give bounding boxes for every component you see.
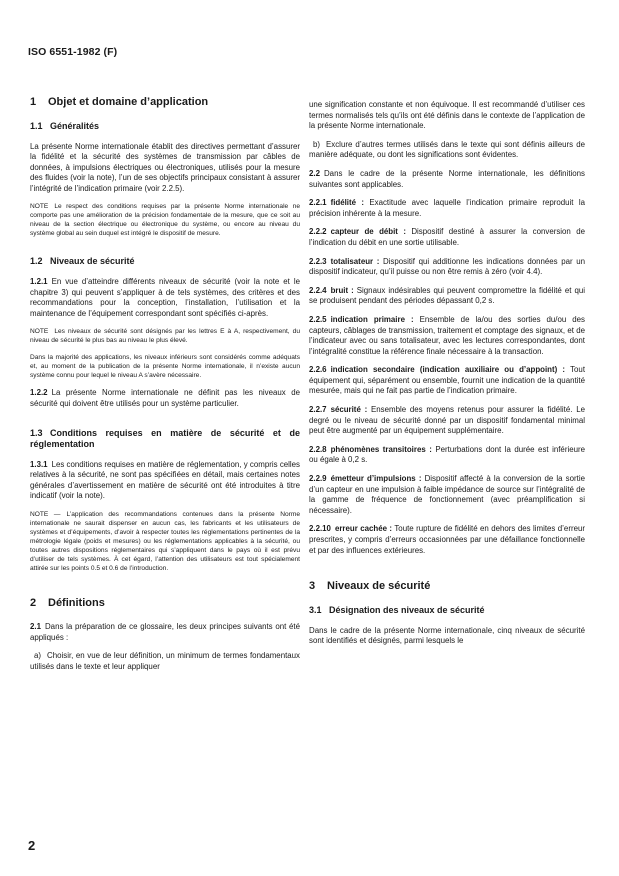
definition-number: 2.2.1 <box>309 198 327 208</box>
note-label: NOTE <box>30 203 49 211</box>
paragraph: La présente Norme internationale établit des directives permettant d’assurer la fidélité et la sécurité des systèmes de transmission par câbles de données, à impulsions électriques ou électroniques, utilisés pour la mesure des fluides (voir la note), l’un de ses objectifs principaux consistant à assurer l’intégrité de l’indication primaire (voir 2.2.5). <box>30 141 300 193</box>
definition <box>309 198 585 219</box>
section-title: Objet et domaine d’application <box>48 96 209 108</box>
definition-term: capteur de débit : <box>330 227 406 237</box>
section-3-1-heading <box>309 605 585 617</box>
right-column <box>309 100 585 655</box>
note-label: NOTE <box>30 328 49 336</box>
note-text: Les niveaux de sécurité sont désignés par les lettres E à A, respectivement, du niveau de sécurité le plus bas au niveau le plus élevé. <box>30 328 300 345</box>
section-number: 1.1 <box>30 121 43 131</box>
list-key: b) <box>313 139 321 149</box>
definition <box>309 445 585 466</box>
section-title: Généralités <box>50 121 100 131</box>
section-1-1-heading <box>30 121 300 133</box>
section-1-2-heading <box>30 256 300 268</box>
paragraph: Dans le cadre de la présente Norme internationale, cinq niveaux de sécurité sont identifiés et désignés, parmi lesquels le <box>309 625 585 646</box>
definition-number: 2.2.8 <box>309 444 327 454</box>
section-3-heading <box>309 580 585 593</box>
clause-text: Dans le cadre de la présente Norme internationale, les définitions suivantes sont applicables. <box>309 168 585 189</box>
section-title: Niveaux de sécurité <box>327 580 431 593</box>
definition-term: phénomènes transitoires : <box>330 444 432 454</box>
section-number: 2 <box>30 596 37 609</box>
clause-number: 2.2 <box>309 168 320 178</box>
section-1-heading <box>30 96 300 109</box>
list-text: Exclure d’autres termes utilisés dans le texte qui sont définis ailleurs de manière adéquate, ou dont les significations sont évidentes. <box>309 139 585 160</box>
list-item <box>30 651 300 672</box>
definition <box>309 315 585 357</box>
definition-term: émetteur d’impulsions : <box>330 474 422 484</box>
definition-text: Perturbations dont la durée est inférieure ou égale à 0,2 s. <box>309 444 585 465</box>
definition-number: 2.2.7 <box>309 405 327 415</box>
definition-text: Dispositif destiné à assurer la conversion de l’indication du débit en une sortie utilisable. <box>309 227 585 247</box>
paragraph <box>30 388 300 409</box>
definition-number: 2.2.9 <box>309 474 327 484</box>
definition-text: Ensemble de la/ou des sorties du/ou des capteurs, câblages de transmission, traitement et comptage des signaux, et de l’indicateur avec ou sans totalisateur, avec les lectures correspondantes, dont l’intégralité constitue la référence finale nécessaire à la transaction. <box>309 314 585 356</box>
section-number: 3 <box>309 580 316 593</box>
clause-text: Les conditions requises en matière de réglementation, y compris celles relatives à la sécurité, ne sont pas spécifiées en détail, mais certaines notes générales d’avertissement en matière de sécurité ont été introduites à titre indicatif (voir la note). <box>30 459 300 501</box>
paragraph <box>30 277 300 319</box>
clause-number: 2.1 <box>30 621 41 631</box>
definition-text: Ensemble des moyens retenus pour assurer la fidélité. Le degré ou le niveau de sécurité donné par un dispositif fondamental minimal peut être augmenté par un équipement supplémentaire. <box>309 405 585 436</box>
note-text: Le respect des conditions requises par la présente Norme internationale ne comporte pas une amélioration de la précision fondamentale de la mesure, que ce soit au niveau de la section électrique ou électronique du système, ou encore au niveau du système global au sein duquel est intégré le dispositif de mesure. <box>30 203 300 238</box>
definition-term: bruit : <box>330 285 354 295</box>
section-title: Conditions requises en matière de sécurité et de réglementation <box>30 427 300 450</box>
definition-number: 2.2.10 <box>309 524 331 534</box>
note <box>30 202 300 238</box>
paragraph <box>30 622 300 643</box>
section-number: 1 <box>30 96 37 108</box>
definition-text: Dispositif affecté à la conversion de la sortie d’un capteur en une impulsion à faible impédance de source sur l’intégralité de la gamme de fréquence de fonctionnement (avec préamplification si nécessaire). <box>309 474 585 515</box>
definition-text: Tout équipement qui, séparément ou ensemble, fournit une indication de la quantité mesurée, mais qui ne fait pas partie de l’indication primaire. <box>309 365 586 396</box>
definition-term: fidélité : <box>330 198 364 208</box>
section-1-3-heading <box>30 428 300 451</box>
note <box>30 327 300 345</box>
note-continued: Dans la majorité des applications, les niveaux inférieurs sont considérés comme adéquats et, au moment de la publication de la présente Norme internationale, il n’existe aucun système connu pour lequel le niveau A s’avère nécessaire. <box>30 354 300 380</box>
paragraph-continued: une signification constante et non équivoque. Il est recommandé d’utiliser ces termes normalisés tels qu’ils ont été définis dans le contexte de l’application de la présente Norme internationale. <box>309 100 585 131</box>
list-text: Choisir, en vue de leur définition, un minimum de termes fondamentaux utilisés dans le texte et leur appliquer <box>30 651 300 671</box>
definition <box>309 524 585 556</box>
list-key: a) <box>34 651 42 661</box>
definition-term: erreur cachée : <box>334 524 393 534</box>
definition <box>309 286 585 307</box>
definition-text: Dispositif qui additionne les indications données par un dispositif indicateur, qu’il puisse ou non être remis à zéro (voir 4.4). <box>309 256 585 277</box>
definition <box>309 405 585 437</box>
clause-text: En vue d’atteindre différents niveaux de sécurité (voir la note et le chapitre 3) qui peuvent s’appliquer à de tels systèmes, des critères et des recommandations pour la conception, l’installation, l’utilisation et la maintenance de l’équipement correspondant sont spécifiés ci-après. <box>30 276 300 318</box>
definition-term: indication secondaire (indication auxiliaire ou d’appoint) : <box>330 365 566 375</box>
clause-text: La présente Norme internationale ne définit pas les niveaux de sécurité qui doivent être utilisés pour un système particulier. <box>30 388 300 408</box>
note <box>30 510 300 573</box>
definition <box>309 227 585 248</box>
definition-text: Toute rupture de fidélité en dehors des limites d’erreur prescrites, y compris d’erreurs occasionnées par une défaillance fonctionnelle et par des influences extérieures. <box>309 524 585 555</box>
page-number: 2 <box>28 838 36 853</box>
definition-number: 2.2.5 <box>309 314 327 324</box>
definition-number: 2.2.6 <box>309 365 327 375</box>
definition-term: totalisateur : <box>330 256 380 266</box>
definition <box>309 257 585 278</box>
definition-text: Exactitude avec laquelle l’indication primaire reproduit la précision inhérente à la mesure. <box>309 198 585 218</box>
definition-text: Signaux indésirables qui peuvent compromettre la fidélité et qui se produisent pendant des périodes dépassant 0,2 s. <box>309 285 585 306</box>
definition-term: sécurité : <box>330 405 368 415</box>
clause-number: 1.3.1 <box>30 459 48 469</box>
definition-term: indication primaire : <box>330 314 414 324</box>
definition-number: 2.2.4 <box>309 285 327 295</box>
section-2-heading <box>30 597 300 610</box>
document-header: ISO 6551-1982 (F) <box>28 46 118 58</box>
clause-number: 1.2.1 <box>30 276 48 286</box>
clause-number: 1.2.2 <box>30 388 48 398</box>
definition <box>309 365 585 397</box>
section-number: 3.1 <box>309 605 322 616</box>
paragraph <box>309 169 585 190</box>
definition <box>309 474 585 516</box>
section-number: 1.2 <box>30 256 43 267</box>
list-item <box>309 140 585 161</box>
note-label: NOTE — <box>30 510 61 518</box>
left-column <box>30 96 300 680</box>
note-text: L’application des recommandations contenues dans la présente Norme internationale ne saurait dispenser en aucun cas, les fabricants et les utilisateurs de systèmes et d’équipements, d’avoir à respecter toutes les réglementations pertinentes de la métrologie légale (poids et mesures) ou les réglementations applicables à la sécurité, ou toutes autres dispositions réglementaires qui s’appliquent dans le pays où il est prévu d’utiliser de tels systèmes. À cet égard, l’attention des utilisateurs est tout spécialement attirée sur les points 0.5 et 0.6 de l’introduction. <box>30 510 300 572</box>
section-number: 1.3 <box>30 427 43 438</box>
section-title: Définitions <box>48 596 105 609</box>
definition-number: 2.2.3 <box>309 256 327 266</box>
paragraph <box>30 460 300 502</box>
clause-text: Dans la préparation de ce glossaire, les deux principes suivants ont été appliqués : <box>30 621 300 642</box>
definition-number: 2.2.2 <box>309 227 327 237</box>
section-title: Niveaux de sécurité <box>50 256 135 267</box>
section-title: Désignation des niveaux de sécurité <box>329 605 485 616</box>
